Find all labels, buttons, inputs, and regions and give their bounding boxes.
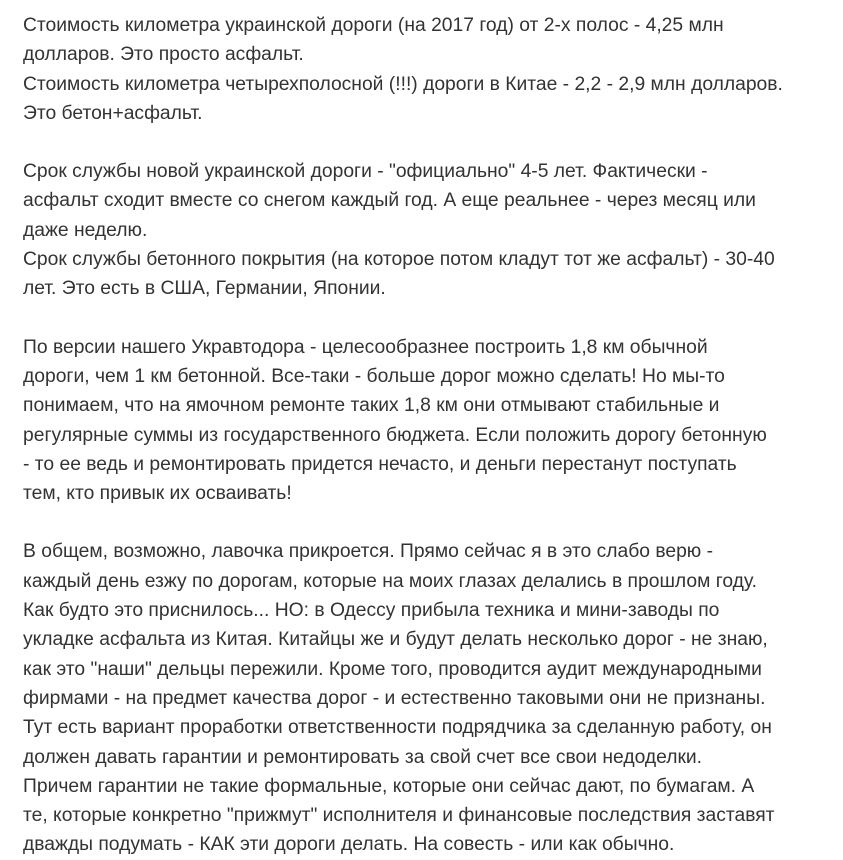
text-line: Это бетон+асфальт.	[23, 102, 203, 124]
text-line: как это "наши" дельцы пережили. Кроме того, проводится аудит международными	[23, 658, 762, 680]
text-line: те, которые конкретно "прижмут" исполнителя и финансовые последствия заставят	[23, 805, 775, 827]
text-line: даже неделю.	[23, 219, 148, 241]
text-line: дороги, чем 1 км бетонной. Все-таки - больше дорог можно сделать! Но мы-то	[23, 365, 725, 387]
text-line: Стоимость километра четырехполосной (!!!) дороги в Китае - 2,2 - 2,9 млн долларов.	[23, 73, 783, 95]
text-line: Причем гарантии не такие формальные, которые они сейчас дают, по бумагам. А	[23, 775, 755, 797]
text-line: регулярные суммы из государственного бюджета. Если положить дорогу бетонную	[23, 424, 767, 446]
text-line: Срок службы новой украинской дороги - "официально" 4-5 лет. Фактически -	[23, 161, 708, 183]
paragraph-service-life	[23, 157, 835, 303]
text-line: понимаем, что на ямочном ремонте таких 1,8 км они отмывают стабильные и	[23, 395, 720, 417]
paragraph-conclusion	[23, 537, 835, 859]
text-line: Стоимость километра украинской дороги (на 2017 год) от 2-х полос - 4,25 млн	[23, 15, 724, 36]
paragraph-ukravtodor	[23, 333, 835, 509]
text-line: должен давать гарантии и ремонтировать за свой счет все свои недоделки.	[23, 746, 703, 768]
text-line: - то ее ведь и ремонтировать придется нечасто, и деньги перестанут поступать	[23, 453, 737, 475]
text-line: фирмами - на предмет качества дорог - и естественно таковыми они не признаны.	[23, 687, 766, 709]
text-line: лет. Это есть в США, Германии, Японии.	[23, 278, 386, 300]
text-line: Срок службы бетонного покрытия (на которое потом кладут тот же асфальт) - 30-40	[23, 249, 775, 271]
paragraph-road-cost	[23, 11, 835, 128]
text-line: По версии нашего Укравтодора - целесообразнее построить 1,8 км обычной	[23, 336, 708, 358]
text-line: тем, кто привык их осваивать!	[23, 483, 292, 505]
text-line: каждый день езжу по дорогам, которые на моих глазах делались в прошлом году.	[23, 570, 757, 592]
text-line: долларов. Это просто асфальт.	[23, 44, 304, 66]
text-line: Как будто это приснилось... НО: в Одессу прибыла техника и мини-заводы по	[23, 600, 720, 622]
text-line: В общем, возможно, лавочка прикроется. Прямо сейчас я в это слабо верю -	[23, 541, 714, 563]
text-line: асфальт сходит вместе со снегом каждый год. А еще реальнее - через месяц или	[23, 190, 756, 212]
text-line: Тут есть вариант проработки ответственности подрядчика за сделанную работу, он	[23, 717, 772, 739]
text-line: дважды подумать - КАК эти дороги делать. На совесть - или как обычно.	[23, 834, 675, 856]
text-line: укладке асфальта из Китая. Китайцы же и будут делать несколько дорог - не знаю,	[23, 629, 768, 651]
